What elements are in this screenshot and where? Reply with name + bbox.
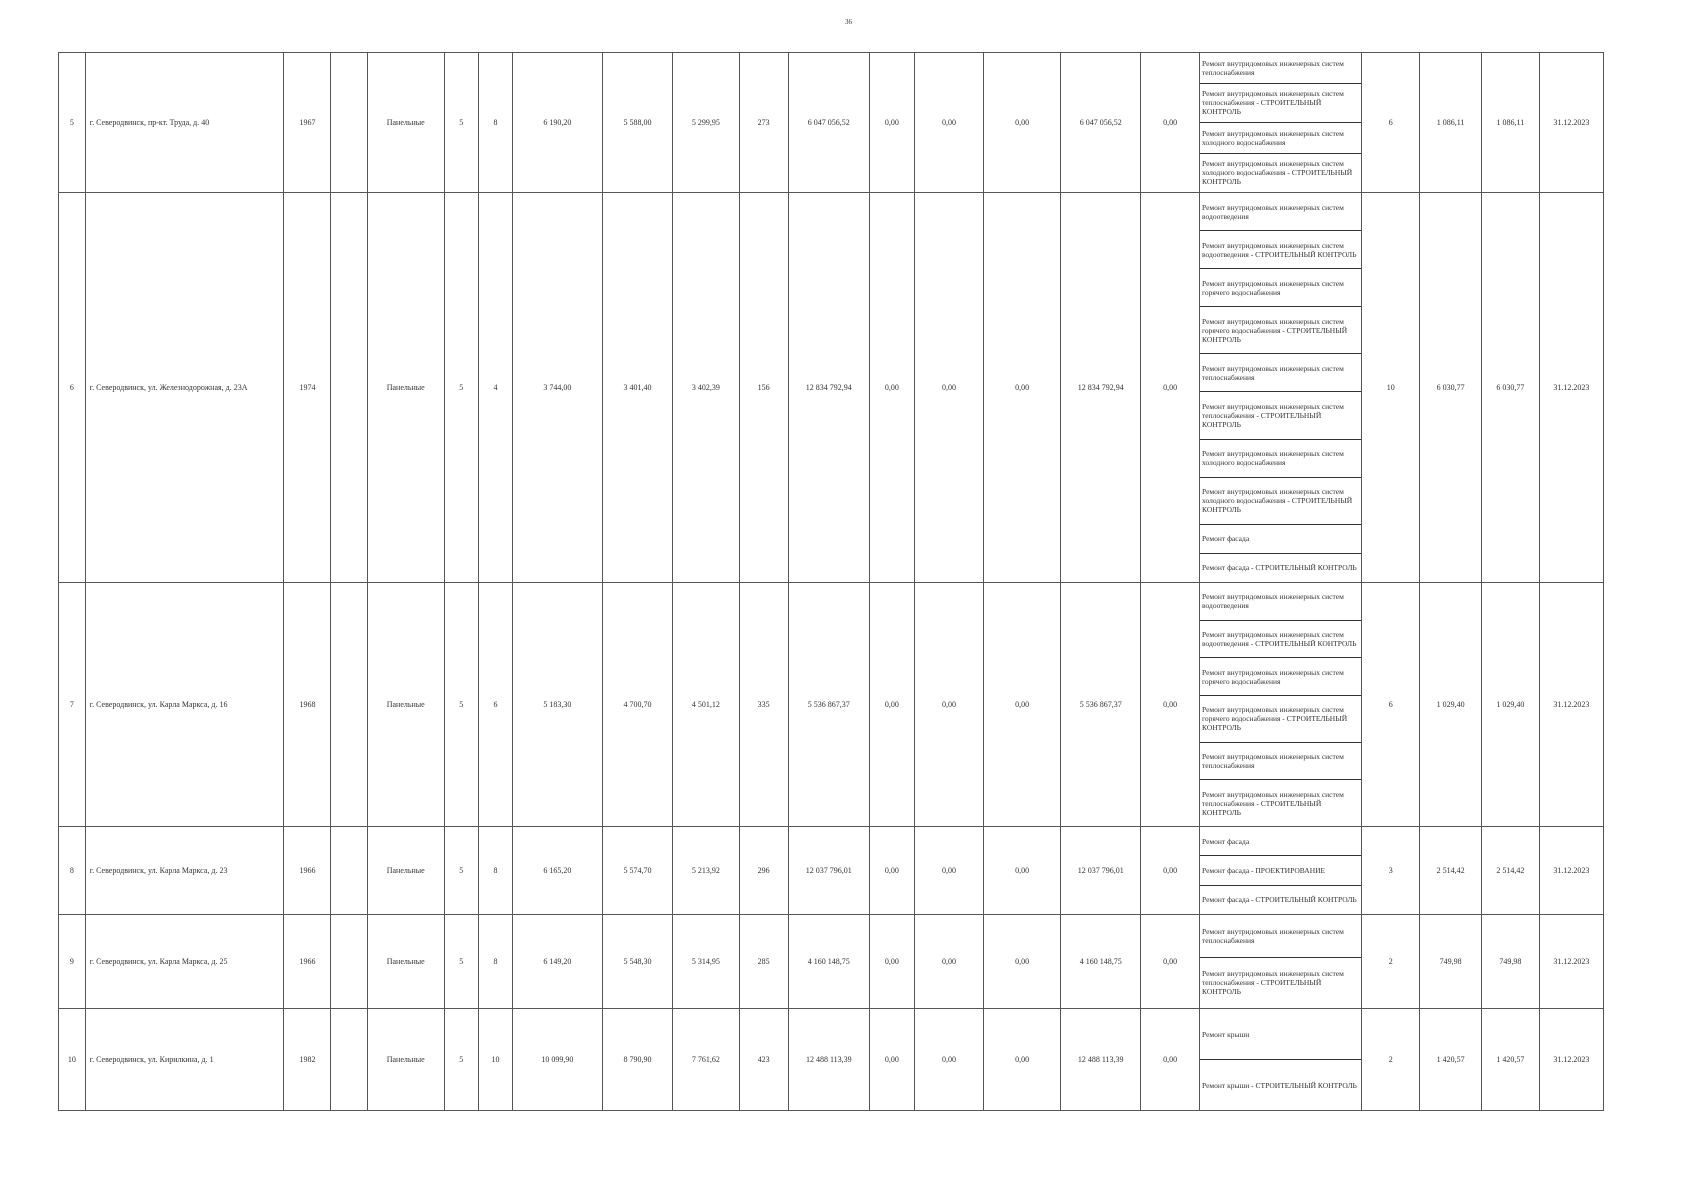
regional-fund-cell: 0,00 <box>914 583 983 827</box>
total-cost-cell: 4 160 148,75 <box>788 915 869 1009</box>
floors-cell: 5 <box>444 915 478 1009</box>
residential-area-cell: 7 761,62 <box>673 1009 739 1111</box>
work-item: Ремонт фасада - ПРОЕКТИРОВАНИЕ <box>1200 856 1361 885</box>
table-row <box>59 915 1604 1009</box>
residents-cell: 423 <box>739 1009 788 1111</box>
construction-year-cell: 1974 <box>284 193 331 583</box>
work-item: Ремонт крыши - СТРОИТЕЛЬНЫЙ КОНТРОЛЬ <box>1202 1080 1357 1090</box>
table-row <box>59 1009 1604 1111</box>
deadline-cell: 31.12.2023 <box>1539 53 1603 193</box>
work-item: Ремонт внутридомовых инженерных систем горячего водоснабжения - СТРОИТЕЛЬНЫЙ КОНТРОЛЬ <box>1200 307 1361 354</box>
total-area-cell: 6 149,20 <box>513 915 603 1009</box>
other-fund-cell: 0,00 <box>1141 583 1200 827</box>
row-number: 8 <box>59 827 86 915</box>
unit-cost-cell: 2 514,42 <box>1420 827 1482 915</box>
work-item: Ремонт внутридомовых инженерных систем теплоснабжения <box>1200 354 1361 392</box>
owners-fund-cell: 12 488 113,39 <box>1061 1009 1141 1111</box>
work-item: Ремонт внутридомовых инженерных систем водоотведения - СТРОИТЕЛЬНЫЙ КОНТРОЛЬ <box>1200 621 1361 659</box>
entrances-cell: 8 <box>478 915 512 1009</box>
row-number: 10 <box>59 1009 86 1111</box>
residents-cell: 335 <box>739 583 788 827</box>
federal-fund-cell: 0,00 <box>869 53 914 193</box>
address-cell: г. Северодвинск, ул. Кирилкина, д. 1 <box>85 1009 284 1111</box>
premises-area-cell: 4 700,70 <box>602 583 673 827</box>
unit-cost-max-cell: 2 514,42 <box>1482 827 1540 915</box>
work-item: Ремонт внутридомовых инженерных систем теплоснабжения <box>1200 743 1361 781</box>
works-count-cell: 3 <box>1362 827 1420 915</box>
row-number: 7 <box>59 583 86 827</box>
premises-area-cell: 5 588,00 <box>602 53 673 193</box>
work-item: Ремонт внутридомовых инженерных систем теплоснабжения - СТРОИТЕЛЬНЫЙ КОНТРОЛЬ <box>1202 969 1344 997</box>
works-list-cell <box>1200 193 1362 583</box>
work-item: Ремонт внутридомовых инженерных систем горячего водоснабжения - СТРОИТЕЛЬНЫЙ КОНТРОЛЬ <box>1200 696 1361 743</box>
local-fund-cell: 0,00 <box>984 1009 1061 1111</box>
floors-cell: 5 <box>444 53 478 193</box>
work-item: Ремонт внутридомовых инженерных систем водоотведения <box>1200 583 1361 621</box>
work-item: Ремонт фасада <box>1200 525 1361 554</box>
premises-area-cell: 3 401,40 <box>602 193 673 583</box>
owners-fund-cell: 12 037 796,01 <box>1061 827 1141 915</box>
unit-cost-cell: 1 029,40 <box>1420 583 1482 827</box>
wall-material-cell: Панельные <box>367 827 444 915</box>
work-item: Ремонт внутридомовых инженерных систем теплоснабжения <box>1200 915 1361 958</box>
construction-year-cell: 1966 <box>284 827 331 915</box>
local-fund-cell: 0,00 <box>984 915 1061 1009</box>
entrances-cell: 8 <box>478 53 512 193</box>
other-fund-cell: 0,00 <box>1141 827 1200 915</box>
entrances-cell: 4 <box>478 193 512 583</box>
construction-year-cell: 1966 <box>284 915 331 1009</box>
regional-fund-cell: 0,00 <box>914 193 983 583</box>
deadline-cell: 31.12.2023 <box>1539 827 1603 915</box>
wall-material-cell: Панельные <box>367 193 444 583</box>
unit-cost-max-cell: 1 029,40 <box>1482 583 1540 827</box>
table-row <box>59 583 1604 827</box>
total-cost-cell: 6 047 056,52 <box>788 53 869 193</box>
entrances-cell: 8 <box>478 827 512 915</box>
regional-fund-cell: 0,00 <box>914 915 983 1009</box>
works-list <box>1200 915 1361 1008</box>
deadline-cell: 31.12.2023 <box>1539 193 1603 583</box>
residential-area-cell: 5 314,95 <box>673 915 739 1009</box>
construction-year-cell: 1968 <box>284 583 331 827</box>
unit-cost-cell: 749,98 <box>1420 915 1482 1009</box>
work-item: Ремонт внутридомовых инженерных систем холодного водоснабжения <box>1200 440 1361 478</box>
wall-material-cell: Панельные <box>367 915 444 1009</box>
regional-fund-cell: 0,00 <box>914 1009 983 1111</box>
program-table-sheet <box>58 52 1604 1110</box>
total-cost-cell: 12 834 792,94 <box>788 193 869 583</box>
total-area-cell: 3 744,00 <box>513 193 603 583</box>
work-item: Ремонт крыши <box>1200 1009 1361 1060</box>
row-number: 5 <box>59 53 86 193</box>
works-count-cell: 2 <box>1362 1009 1420 1111</box>
regional-fund-cell: 0,00 <box>914 827 983 915</box>
empty-cell <box>331 1009 367 1111</box>
owners-fund-cell: 6 047 056,52 <box>1061 53 1141 193</box>
address-cell: г. Северодвинск, пр-кт. Труда, д. 40 <box>85 53 284 193</box>
deadline-cell: 31.12.2023 <box>1539 1009 1603 1111</box>
federal-fund-cell: 0,00 <box>869 827 914 915</box>
floors-cell: 5 <box>444 827 478 915</box>
row-number: 6 <box>59 193 86 583</box>
unit-cost-max-cell: 749,98 <box>1482 915 1540 1009</box>
residents-cell: 273 <box>739 53 788 193</box>
federal-fund-cell: 0,00 <box>869 583 914 827</box>
work-item: Ремонт внутридомовых инженерных систем водоотведения - СТРОИТЕЛЬНЫЙ КОНТРОЛЬ <box>1200 231 1361 269</box>
other-fund-cell: 0,00 <box>1141 915 1200 1009</box>
construction-year-cell: 1982 <box>284 1009 331 1111</box>
unit-cost-max-cell: 6 030,77 <box>1482 193 1540 583</box>
construction-year-cell: 1967 <box>284 53 331 193</box>
local-fund-cell: 0,00 <box>984 827 1061 915</box>
work-item: Ремонт внутридомовых инженерных систем холодного водоснабжения - СТРОИТЕЛЬНЫЙ КОНТРОЛЬ <box>1200 478 1361 525</box>
work-item: Ремонт внутридомовых инженерных систем холодного водоснабжения <box>1200 123 1361 154</box>
empty-cell <box>331 583 367 827</box>
residential-area-cell: 5 299,95 <box>673 53 739 193</box>
works-list <box>1200 1009 1361 1110</box>
other-fund-cell: 0,00 <box>1141 1009 1200 1111</box>
other-fund-cell: 0,00 <box>1141 53 1200 193</box>
row-number: 9 <box>59 915 86 1009</box>
empty-cell <box>331 915 367 1009</box>
entrances-cell: 6 <box>478 583 512 827</box>
owners-fund-cell: 12 834 792,94 <box>1061 193 1141 583</box>
federal-fund-cell: 0,00 <box>869 1009 914 1111</box>
premises-area-cell: 5 548,30 <box>602 915 673 1009</box>
total-area-cell: 10 099,90 <box>513 1009 603 1111</box>
federal-fund-cell: 0,00 <box>869 193 914 583</box>
unit-cost-cell: 1 086,11 <box>1420 53 1482 193</box>
works-list-cell <box>1200 583 1362 827</box>
work-item: Ремонт внутридомовых инженерных систем теплоснабжения - СТРОИТЕЛЬНЫЙ КОНТРОЛЬ <box>1200 392 1361 439</box>
work-item: Ремонт фасада <box>1200 827 1361 856</box>
total-cost-cell: 5 536 867,37 <box>788 583 869 827</box>
total-cost-cell: 12 037 796,01 <box>788 827 869 915</box>
empty-cell <box>331 193 367 583</box>
total-area-cell: 6 165,20 <box>513 827 603 915</box>
work-item: Ремонт внутридомовых инженерных систем теплоснабжения - СТРОИТЕЛЬНЫЙ КОНТРОЛЬ <box>1200 84 1361 124</box>
table-row <box>59 193 1604 583</box>
local-fund-cell: 0,00 <box>984 53 1061 193</box>
floors-cell: 5 <box>444 193 478 583</box>
residents-cell: 285 <box>739 915 788 1009</box>
federal-fund-cell: 0,00 <box>869 915 914 1009</box>
unit-cost-cell: 1 420,57 <box>1420 1009 1482 1111</box>
works-count-cell: 6 <box>1362 583 1420 827</box>
unit-cost-cell: 6 030,77 <box>1420 193 1482 583</box>
address-cell: г. Северодвинск, ул. Карла Маркса, д. 23 <box>85 827 284 915</box>
works-list-cell <box>1200 53 1362 193</box>
regional-fund-cell: 0,00 <box>914 53 983 193</box>
works-count-cell: 2 <box>1362 915 1420 1009</box>
deadline-cell: 31.12.2023 <box>1539 583 1603 827</box>
repair-program-table <box>58 52 1604 1111</box>
address-cell: г. Северодвинск, ул. Карла Маркса, д. 16 <box>85 583 284 827</box>
work-item: Ремонт внутридомовых инженерных систем теплоснабжения - СТРОИТЕЛЬНЫЙ КОНТРОЛЬ <box>1202 789 1344 817</box>
floors-cell: 5 <box>444 583 478 827</box>
page-number: 36 <box>845 18 852 26</box>
wall-material-cell: Панельные <box>367 53 444 193</box>
works-list <box>1200 583 1361 826</box>
address-cell: г. Северодвинск, ул. Карла Маркса, д. 25 <box>85 915 284 1009</box>
deadline-cell: 31.12.2023 <box>1539 915 1603 1009</box>
unit-cost-max-cell: 1 420,57 <box>1482 1009 1540 1111</box>
wall-material-cell: Панельные <box>367 583 444 827</box>
total-area-cell: 5 183,30 <box>513 583 603 827</box>
works-list <box>1200 827 1361 914</box>
works-count-cell: 6 <box>1362 53 1420 193</box>
premises-area-cell: 8 790,90 <box>602 1009 673 1111</box>
local-fund-cell: 0,00 <box>984 193 1061 583</box>
works-list <box>1200 53 1361 192</box>
empty-cell <box>331 53 367 193</box>
residents-cell: 296 <box>739 827 788 915</box>
work-item: Ремонт внутридомовых инженерных систем теплоснабжения <box>1200 53 1361 84</box>
works-list-cell <box>1200 915 1362 1009</box>
empty-cell <box>331 827 367 915</box>
total-area-cell: 6 190,20 <box>513 53 603 193</box>
residents-cell: 156 <box>739 193 788 583</box>
address-cell: г. Северодвинск, ул. Железнодорожная, д. 23А <box>85 193 284 583</box>
floors-cell: 5 <box>444 1009 478 1111</box>
wall-material-cell: Панельные <box>367 1009 444 1111</box>
residential-area-cell: 4 501,12 <box>673 583 739 827</box>
work-item: Ремонт внутридомовых инженерных систем горячего водоснабжения <box>1200 658 1361 696</box>
owners-fund-cell: 5 536 867,37 <box>1061 583 1141 827</box>
works-list-cell <box>1200 827 1362 915</box>
table-row <box>59 53 1604 193</box>
table-row <box>59 827 1604 915</box>
work-item: Ремонт внутридомовых инженерных систем горячего водоснабжения <box>1200 269 1361 307</box>
work-item: Ремонт внутридомовых инженерных систем холодного водоснабжения - СТРОИТЕЛЬНЫЙ КОНТРОЛЬ <box>1202 159 1353 187</box>
works-count-cell: 10 <box>1362 193 1420 583</box>
local-fund-cell: 0,00 <box>984 583 1061 827</box>
premises-area-cell: 5 574,70 <box>602 827 673 915</box>
unit-cost-max-cell: 1 086,11 <box>1482 53 1540 193</box>
other-fund-cell: 0,00 <box>1141 193 1200 583</box>
work-item: Ремонт фасада - СТРОИТЕЛЬНЫЙ КОНТРОЛЬ <box>1202 563 1357 573</box>
work-item: Ремонт фасада - СТРОИТЕЛЬНЫЙ КОНТРОЛЬ <box>1202 895 1357 905</box>
work-item: Ремонт внутридомовых инженерных систем водоотведения <box>1200 193 1361 231</box>
residential-area-cell: 5 213,92 <box>673 827 739 915</box>
works-list <box>1200 193 1361 582</box>
works-list-cell <box>1200 1009 1362 1111</box>
entrances-cell: 10 <box>478 1009 512 1111</box>
owners-fund-cell: 4 160 148,75 <box>1061 915 1141 1009</box>
residential-area-cell: 3 402,39 <box>673 193 739 583</box>
total-cost-cell: 12 488 113,39 <box>788 1009 869 1111</box>
